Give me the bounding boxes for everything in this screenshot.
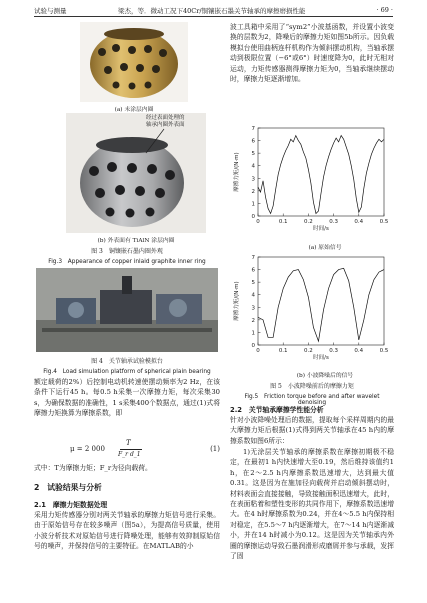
coated-ring-image — [66, 113, 206, 233]
figure-5b-label: (b) 小波降噪后的信号 — [296, 373, 354, 379]
fig5a-ytick-label: 7 — [251, 126, 255, 132]
fig5b-ytick-label: 7 — [251, 255, 255, 261]
fig5b-series-line — [258, 268, 384, 341]
fig5b-ytick-label: 3 — [251, 305, 255, 312]
fig5a-plot-frame — [258, 128, 384, 216]
figure-3-caption-en: Fig.3 Appearance of copper inlaid graphite inner ring — [48, 259, 206, 265]
fig5a-yaxis-label: 摩擦力矩/(N·m) — [234, 152, 240, 192]
figure-5a-chart — [232, 124, 392, 240]
figure-5a-label: (a) 原始信号 — [308, 245, 342, 251]
test-platform-image — [36, 268, 218, 352]
fig5b-xtick-label: 0.5 — [379, 348, 389, 354]
fig5b-yaxis-label: 摩擦力矩/(N·m) — [234, 281, 240, 321]
figure-5b-chart — [232, 253, 392, 369]
fig5b-xtick-label: 0 — [256, 348, 260, 354]
figure-3b-photo — [66, 113, 206, 233]
fig5a-xtick-label: 0.5 — [379, 219, 389, 225]
section-2-heading: 2 试验结果与分析 — [34, 483, 102, 492]
fig5b-ytick-label: 0 — [251, 343, 255, 349]
section-2-2-heading: 2.2 关节轴承摩擦学性能分析 — [230, 406, 324, 414]
fig5a-ytick-label: 4 — [251, 163, 255, 170]
figure-4-caption-en: Fig.4 Load simulation platform of spherical plain bearing — [43, 369, 211, 375]
paragraph-method: 额定载荷的2%）后控制电动机转速使摆动频率为2 Hz，在该条件下运行45 h。每0.5 h采集一次摩擦力矩，每次采集30 s，为确保数据的准确性，1 s采集400个数据点，通过(1)式将摩擦力矩换算为摩擦系数，即 — [34, 378, 220, 418]
paragraph-torque-processing: 采用力矩传感器分别对两关节轴承的摩擦力矩信号进行采集。由于原始信号存在较多噪声（图5a），为提高信号质量，使用小波分析技术对原始信号进行降噪处理，能够有效抑制原始信号的噪声，并保持信号的主要特征。在MATLAB的小 — [34, 511, 220, 551]
page-number: · 69 · — [376, 6, 393, 14]
figure-3-caption-cn: 图 3 铜镶嵌石墨内圈外观 — [91, 248, 163, 255]
fig5b-xtick-label: 0.4 — [354, 348, 364, 354]
equation-numerator: T — [126, 439, 131, 447]
figure-5-caption-cn: 图 5 小波降噪前后的摩擦力矩 — [270, 383, 354, 390]
fig5a-xtick-label: 0.4 — [354, 219, 364, 225]
bearing-ring-image — [80, 22, 188, 102]
equation-lhs: μ = 2 000 — [70, 445, 105, 453]
fig5b-ytick-label: 1 — [251, 330, 255, 337]
section-2-1-heading: 2.1 摩擦力矩数据处理 — [34, 501, 108, 509]
fig5a-ytick-label: 1 — [251, 201, 255, 208]
fig5b-plot-frame — [258, 257, 384, 345]
paragraph-wavelet: 波工具箱中采用了“sym2”小波基函数，并设置小波变换的层数为2，降噪后的摩擦力矩如图5b所示。因负载模拟台使用曲柄连杆机构作为倾斜摆动机构，当轴承摆动到极限位置（−6°或6°）时速度降为0，此时无相对运动，力矩传感器测得摩擦力矩为0，当轴承继续摆动时，摩擦力矩逐渐增加。 — [230, 23, 394, 84]
fig5b-xtick-label: 0.1 — [278, 348, 288, 354]
fig5b-xaxis-label: 时间/s — [313, 355, 329, 361]
fig5a-ytick-label: 6 — [251, 138, 255, 145]
figure-3a-label: (a) 未涂层内圈 — [114, 107, 154, 113]
equation-description: 式中：T为摩擦力矩；F_r为径向载荷。 — [34, 464, 152, 472]
figure-4-caption-cn: 图 4 关节轴承试验模拟台 — [91, 358, 163, 365]
equation-fraction-bar — [120, 449, 142, 450]
fig5b-ytick-label: 5 — [251, 280, 255, 287]
fig5a-ytick-label: 5 — [251, 151, 255, 158]
paragraph-uncoated-analysis: 1)无涂层关节轴承的摩擦系数在摩擦初期极不稳定，在最初1 h内快速增大至0.19，然后维持该值约1 h，在2～2.5 h内摩擦系数迅速增大，达到最大值0.31。这是因为在施加径向载荷并启动倾斜摆动时，材料表面会直接接触，导致接触面积迅速增大，此时，在表面粘着和塑性变形的共同作用下，摩擦系数迅速增大。在4 h时摩擦系数为0.24，并在4～5.5 h内保持相对稳定，在5.5～7 h内逐渐增大，在7～14 h内逐渐减小，并在14 h时减小为0.12。这是因为关节轴承内外圈的摩擦运动导致石墨润滑形成磨屑并参与承载，发挥了固 — [230, 448, 394, 561]
figure-4-photo — [36, 268, 218, 352]
paragraph-friction-extraction: 针对小波降噪处理后的数据，提取每个采样周期内的最大摩擦力矩后根据(1)式得到两关节轴承在45 h内的摩擦系数如图6所示： — [230, 416, 394, 445]
fig5b-ytick-label: 2 — [251, 317, 255, 324]
fig5a-series-line — [258, 136, 384, 214]
fig5a-xtick-label: 0.2 — [304, 219, 313, 225]
fig5a-ytick-label: 2 — [251, 188, 255, 195]
fig5a-xtick-label: 0 — [256, 219, 260, 225]
fig5b-xtick-label: 0.3 — [329, 348, 338, 354]
fig5b-ytick-label: 6 — [251, 267, 255, 274]
header-rule — [34, 16, 393, 17]
equation-1 — [70, 439, 220, 461]
running-title: 梁杰，等．微动工况下40Cr/铜镶嵌石墨关节轴承的摩擦磨损性能 — [118, 7, 306, 15]
figure-3b-label: (b) 外表面有 TiAlN 涂层内圈 — [97, 238, 175, 244]
fig5a-ytick-label: 3 — [251, 176, 255, 183]
fig5b-xtick-label: 0.2 — [304, 348, 313, 354]
figure-3b-annotation-1: 经过表面处理的 — [146, 115, 185, 121]
fig5a-xtick-label: 0.3 — [329, 219, 338, 225]
fig5a-xtick-label: 0.1 — [278, 219, 288, 225]
fig5a-ytick-label: 0 — [251, 214, 255, 220]
equation-denominator: F_r d_1 — [118, 451, 141, 458]
figure-5-caption-en: Fig.5 Friction torque before and after wavelet denoising — [244, 394, 380, 406]
fig5b-ytick-label: 4 — [251, 292, 255, 299]
journal-name: 试验与测量 — [34, 7, 67, 15]
fig5a-xaxis-label: 时间/s — [313, 226, 329, 232]
figure-3a-photo — [80, 22, 188, 102]
figure-3b-annotation-2: 轴承内圈外表面 — [146, 122, 185, 128]
equation-number: (1) — [210, 445, 220, 453]
